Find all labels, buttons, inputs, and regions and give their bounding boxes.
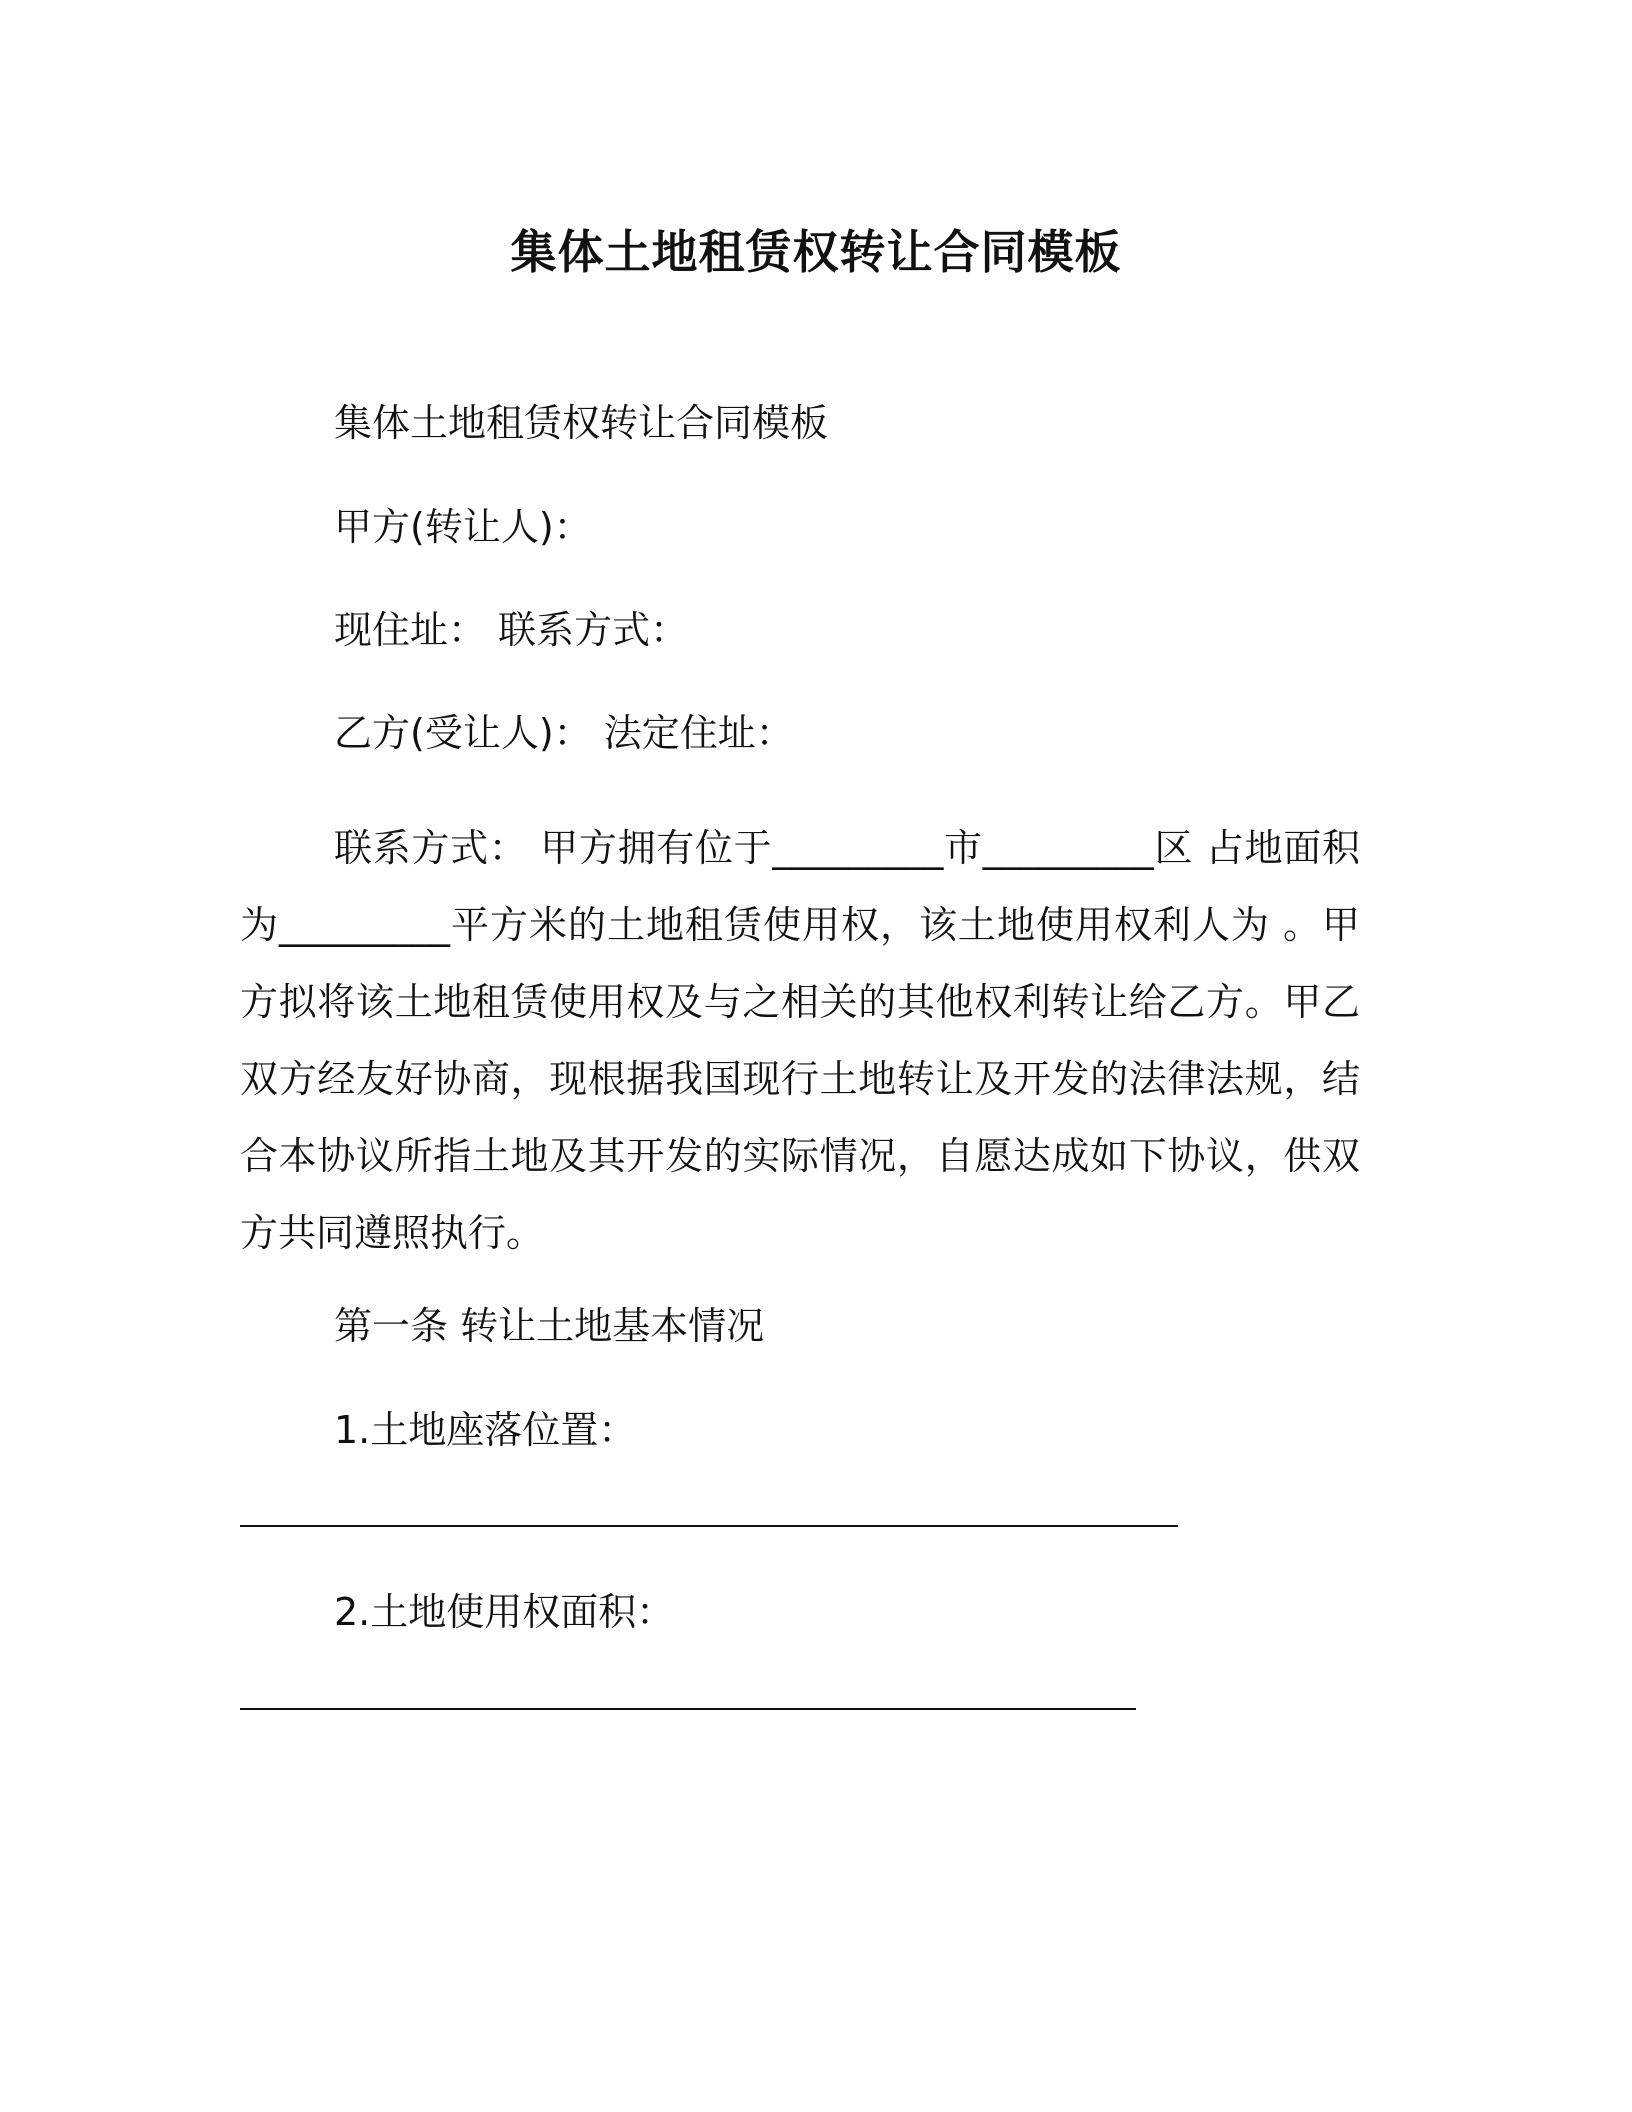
item-2-blank-line — [240, 1708, 1136, 1710]
party-a-line: 甲方(转让人)： — [334, 505, 592, 549]
party-b-line: 乙方(受让人)： 法定住址： — [334, 711, 794, 755]
main-paragraph: 联系方式： 甲方拥有位于_________市_________区 占地面积为_________平方米的土地租赁使用权，该土地使用权利人为 。甲方拟将该土地租赁使用权及与之相关的其他权利转让给乙方。甲乙双方经友好协商，现根据我国现行土地转让及开发的法律法规，结合本协议所指土地及其开发的实际情况，自愿达成如下协议，供双方共同遵照执行。 — [240, 826, 1360, 1255]
article-1-heading: 第一条 转让土地基本情况 — [334, 1304, 765, 1348]
document-title: 集体土地租赁权转让合同模板 — [510, 225, 1122, 279]
address-contact-line: 现住址： 联系方式： — [334, 608, 689, 652]
document-subtitle: 集体土地租赁权转让合同模板 — [334, 401, 829, 445]
item-1-blank-line — [240, 1525, 1178, 1527]
item-1-label: 1.土地座落位置： — [334, 1408, 637, 1452]
item-2-label: 2.土地使用权面积： — [334, 1590, 675, 1634]
